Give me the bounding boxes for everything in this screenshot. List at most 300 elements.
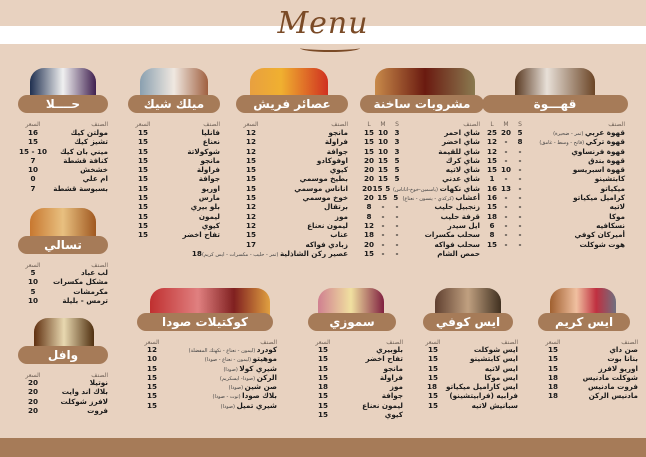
price-l: 15	[363, 146, 374, 156]
item-note: (ليمون - نعناع - نكهتك المفضلة)	[188, 348, 257, 354]
juice-photo	[250, 68, 328, 96]
menu-item	[18, 184, 108, 193]
footer-band	[0, 438, 646, 457]
item-name: شيري كولا (صودا)	[223, 363, 277, 373]
price-l: 20	[363, 165, 374, 175]
price-m: -	[504, 230, 508, 240]
juice-column-header	[236, 121, 348, 128]
price-l: 15	[486, 165, 497, 175]
menu-item	[418, 391, 518, 400]
item-name: عناب	[330, 230, 348, 240]
coffee-items	[485, 128, 625, 249]
item-price: 20	[27, 387, 38, 397]
item-name: موهيتو (ليمون - نعناع - صودا)	[204, 354, 277, 364]
menu-item	[236, 184, 348, 193]
item-name: سحلب فواكه	[434, 239, 480, 249]
item-name: اوفوكادو	[316, 155, 348, 165]
snacks-photo	[30, 208, 96, 236]
item-name: ايل سيدر	[447, 220, 480, 230]
item-name: موكا	[609, 211, 625, 221]
waffle-banner: وافل	[18, 346, 108, 364]
price-m: -	[381, 202, 385, 212]
item-name: ليمون نعناع	[307, 220, 348, 230]
price-l: 20	[363, 155, 374, 165]
item-price: 7	[30, 183, 36, 193]
menu-item	[485, 212, 625, 221]
price-s: 3	[394, 128, 400, 137]
item-note: (ياسمين-خوخ-اناناس)	[392, 186, 440, 193]
item-price: 5	[30, 268, 36, 277]
item-name: فراولة	[324, 137, 348, 147]
menu-item	[18, 137, 108, 146]
menu-item	[418, 345, 518, 354]
menu-item	[485, 193, 625, 202]
header-item: الصنف	[386, 339, 403, 346]
item-name: بلاك اند وايت	[61, 387, 108, 397]
menu-item	[236, 147, 348, 156]
menu-item	[538, 354, 638, 363]
item-price: 15	[137, 165, 148, 175]
price-s: 5	[394, 155, 400, 165]
item-price: 15	[245, 174, 256, 184]
price-m: -	[381, 230, 385, 240]
item-price: 15	[245, 183, 256, 193]
item-price: 20	[27, 396, 38, 406]
header-price: السعر	[315, 339, 331, 346]
item-name: كيوي	[384, 410, 403, 420]
item-name: مشكل مكسرات	[53, 277, 108, 287]
item-name: خوخ موسمي	[302, 193, 348, 203]
menu-item	[236, 202, 348, 211]
price-s: -	[518, 183, 522, 193]
item-name: خشخش	[80, 165, 108, 175]
menu-item	[538, 373, 638, 382]
item-price: 12	[245, 211, 256, 221]
item-name: اوريو لافرز	[598, 363, 638, 373]
menu-item	[485, 147, 625, 156]
menu-item	[236, 193, 348, 202]
price-s: -	[395, 248, 399, 258]
item-name: ايس شوكلت	[473, 345, 518, 354]
item-name: كيوي	[329, 165, 348, 175]
coffee-column-header	[485, 121, 625, 128]
menu-item	[362, 147, 480, 156]
price-m: -	[381, 220, 385, 230]
hot-items	[362, 128, 480, 258]
item-price: 20	[27, 378, 38, 387]
header-price: السعر	[545, 339, 561, 346]
item-price: 18	[191, 248, 202, 258]
menu-item	[128, 156, 220, 165]
price-l: 15	[363, 137, 374, 147]
menu-item	[308, 373, 403, 382]
item-name: جوافة	[326, 146, 348, 156]
menu-item	[538, 382, 638, 391]
milkshake-column-header	[128, 121, 220, 128]
price-m: -	[504, 174, 508, 184]
menu-item	[485, 128, 625, 137]
price-s: -	[518, 165, 522, 175]
item-name: أعشاب (كركدي - ينسون - نعناع)	[402, 193, 480, 203]
price-s: -	[518, 193, 522, 203]
item-name: سحلب مكسرات	[424, 230, 480, 240]
price-l: 1	[489, 174, 495, 184]
price-l: 20	[362, 183, 373, 193]
item-price: 15	[137, 146, 148, 156]
menu-item	[485, 156, 625, 165]
snacks-banner: تسالي	[18, 236, 108, 254]
price-l: 6	[489, 220, 495, 230]
item-price: 15	[137, 193, 148, 203]
item-price: 15	[427, 354, 438, 364]
menu-item	[236, 221, 348, 230]
price-m: 15	[377, 174, 388, 184]
price-l: 12	[486, 137, 497, 147]
item-name: قهوة بندق	[588, 155, 625, 165]
menu-item	[128, 193, 220, 202]
menu-item	[485, 184, 625, 193]
item-name: قهوة فرنساوي	[571, 146, 625, 156]
menu-item	[18, 296, 108, 305]
price-s: -	[395, 230, 399, 240]
price-m: 13	[500, 183, 511, 193]
item-name: فرابيه (فرابيتشينو)	[449, 391, 518, 401]
item-name: مانجو	[328, 128, 348, 137]
price-m: 15	[377, 193, 388, 203]
price-s: -	[518, 174, 522, 184]
waffle-items	[18, 378, 108, 415]
price-l: 15	[486, 239, 497, 249]
item-price: 15	[547, 354, 558, 364]
icecream-items	[538, 345, 638, 401]
soda-photo	[150, 288, 270, 316]
menu-item	[418, 401, 518, 410]
item-price: 16	[27, 128, 38, 137]
item-price: 10	[27, 277, 38, 287]
menu-item	[128, 184, 220, 193]
menu-item	[362, 174, 480, 183]
price-s: -	[518, 211, 522, 221]
soda-banner: كوكتيلات صودا	[137, 313, 273, 331]
item-price: 15	[547, 363, 558, 373]
item-price: 15	[317, 372, 328, 382]
item-price: 18	[317, 382, 328, 392]
price-s: -	[518, 239, 522, 249]
price-s: -	[518, 202, 522, 212]
price-m: 15	[377, 165, 388, 175]
menu-item	[538, 391, 638, 400]
item-price: 15	[245, 165, 256, 175]
sweets-items	[18, 128, 108, 193]
header-item: الصنف	[463, 121, 480, 128]
price-m: -	[504, 155, 508, 165]
header-item: الصنف	[501, 339, 518, 346]
item-name: زبادي فواكه	[305, 239, 348, 249]
hot-photo	[375, 68, 475, 96]
item-price: 0	[30, 174, 36, 184]
item-name: شاي احمر	[444, 128, 480, 137]
item-price: 12	[245, 220, 256, 230]
price-s: -	[518, 155, 522, 165]
item-price: 12	[245, 202, 256, 212]
menu-item	[236, 240, 348, 249]
item-price: 15	[146, 391, 157, 401]
item-name: موز	[389, 382, 403, 392]
price-m: 15	[377, 155, 388, 165]
price-m: 20	[500, 128, 511, 137]
item-name: مكرمشات	[73, 286, 108, 296]
header-item: الصنف	[331, 121, 348, 128]
price-l: 15	[363, 248, 374, 258]
item-name: شاي كرك	[445, 155, 480, 165]
item-name: كيوي	[201, 220, 220, 230]
menu-item	[18, 397, 108, 406]
item-name: ترمس - بليلة	[62, 295, 108, 305]
item-price: 15	[245, 230, 256, 240]
item-price: 15	[146, 382, 157, 392]
price-s: 5	[394, 174, 400, 184]
item-name: نوتيلا	[89, 378, 108, 387]
price-s: -	[395, 239, 399, 249]
price-s: -	[518, 230, 522, 240]
smoothie-photo	[318, 288, 384, 316]
menu-item	[308, 401, 403, 410]
menu-item	[538, 345, 638, 354]
price-s: 3	[394, 146, 400, 156]
juice-banner: عصائر فريش	[236, 95, 348, 113]
menu-item	[362, 128, 480, 137]
menu-item	[485, 240, 625, 249]
price-m: -	[381, 239, 385, 249]
item-note: (صودا)	[220, 403, 237, 410]
item-price: 15	[317, 391, 328, 401]
item-name: شاي للقيمة	[438, 146, 480, 156]
soda-items	[137, 345, 277, 410]
item-name: فروت	[87, 405, 108, 415]
header-price: السعر	[144, 339, 160, 346]
menu-item	[362, 156, 480, 165]
item-name: قهوة اسبريسو	[572, 165, 625, 175]
header-l: L	[367, 121, 371, 128]
item-name: شوكولاتة	[187, 146, 220, 156]
item-note: (تمر - حليب - مكسرات - ايس كريم)	[201, 251, 280, 258]
item-price: 15	[137, 137, 148, 147]
item-name: جوافة	[198, 174, 220, 184]
header-price: السعر	[425, 339, 441, 346]
menu-item	[137, 391, 277, 400]
item-name: عصير ركن الشاذلية (تمر - حليب - مكسرات - ايس كريم)	[201, 248, 348, 258]
header-s: S	[518, 121, 522, 128]
item-name: حمص الشام	[437, 248, 480, 258]
item-name: كنافة قشطة	[63, 155, 108, 165]
menu-item	[308, 345, 403, 354]
price-s: 8	[517, 137, 523, 147]
coffee-photo	[515, 68, 595, 96]
item-price: 10	[27, 295, 38, 305]
item-name: موز	[334, 211, 348, 221]
item-name: تفاح اخضر	[365, 354, 403, 364]
item-price: 15	[137, 128, 148, 137]
menu-item	[128, 147, 220, 156]
item-price: 10 - 15	[18, 146, 48, 156]
price-l: 12	[363, 220, 374, 230]
item-price: 15	[137, 202, 148, 212]
hot-banner: مشروبات ساخنة	[360, 95, 484, 113]
price-m: -	[504, 239, 508, 249]
menu-item	[137, 354, 277, 363]
menu-item	[308, 354, 403, 363]
price-l: 18	[486, 211, 497, 221]
price-s: 3	[394, 137, 400, 147]
item-price: 15	[27, 137, 38, 147]
item-name: زنجبيل حليب	[434, 202, 480, 212]
menu-item	[18, 156, 108, 165]
price-s: 5	[517, 128, 523, 137]
price-m: -	[504, 193, 508, 203]
menu-item	[18, 165, 108, 174]
item-name: سبانيش لاتيه	[471, 400, 518, 410]
item-price: 12	[245, 128, 256, 137]
item-name: كابتشينو	[594, 174, 625, 184]
menu-item	[362, 184, 480, 193]
title-flourish	[300, 44, 360, 52]
price-m: -	[504, 202, 508, 212]
menu-item	[236, 156, 348, 165]
price-m: 15	[372, 183, 383, 193]
menu-item	[191, 248, 348, 258]
menu-item	[418, 354, 518, 363]
item-price: 15	[137, 174, 148, 184]
menu-item	[236, 230, 348, 239]
menu-item	[128, 165, 220, 174]
item-name: شوكلت مادنيس	[582, 372, 638, 382]
menu-item	[485, 137, 625, 146]
header-s: S	[395, 121, 399, 128]
item-name: بطيخ موسمي	[299, 174, 348, 184]
item-price: 12	[245, 137, 256, 147]
item-name: تفاح اخضر	[182, 230, 220, 240]
menu-item	[485, 202, 625, 211]
menu-item	[485, 174, 625, 183]
milkshake-items	[128, 128, 220, 240]
price-m: 10	[377, 146, 388, 156]
item-note: (كركدي - ينسون - نعناع)	[402, 196, 456, 203]
item-name: كودرد (ليمون - نعناع - نكهتك المفضلة)	[188, 345, 277, 354]
item-name: ام علي	[82, 174, 108, 184]
item-price: 5	[30, 286, 36, 296]
menu-item	[538, 364, 638, 373]
menu-item	[362, 230, 480, 239]
item-price: 15	[146, 400, 157, 410]
item-name: جوافة	[381, 391, 403, 401]
item-name: شيري تميل (صودا)	[220, 400, 277, 410]
price-l: 15	[486, 155, 497, 165]
menu-item	[128, 230, 220, 239]
item-price: 18	[547, 391, 558, 401]
item-name: بسبوسة قشطة	[53, 183, 108, 193]
item-note: (صودا- ايسكريم)	[219, 375, 257, 382]
price-m: -	[381, 211, 385, 221]
price-l: 20	[363, 193, 374, 203]
menu-item	[18, 174, 108, 183]
menu-item	[128, 212, 220, 221]
snacks-items	[18, 268, 108, 305]
item-price: 15	[427, 345, 438, 354]
item-price: 17	[245, 239, 256, 249]
price-l: 20	[363, 239, 374, 249]
price-l: 8	[366, 211, 372, 221]
header-item: الصنف	[608, 121, 625, 128]
menu-item	[128, 202, 220, 211]
item-note: (توت - صودا)	[212, 394, 243, 401]
menu-item	[128, 174, 220, 183]
menu-item	[236, 165, 348, 174]
icecream-banner: ايس كريم	[538, 313, 630, 331]
item-price: 15	[137, 211, 148, 221]
item-name: الركن (صودا- ايسكريم)	[219, 372, 277, 382]
item-price: 15	[427, 391, 438, 401]
item-name: شاي نكهات (ياسمين-خوخ-اناناس)	[392, 183, 480, 193]
item-name: بلوبيري	[376, 345, 403, 354]
price-l: 12	[486, 146, 497, 156]
menu-item	[362, 249, 480, 258]
menu-item	[418, 382, 518, 391]
price-m: 10	[500, 165, 511, 175]
header-m: M	[503, 121, 509, 128]
menu-item	[128, 137, 220, 146]
menu-item	[18, 287, 108, 296]
item-name: ايس كاراميل ميكياتو	[445, 382, 518, 392]
item-name: نعناع	[202, 137, 220, 147]
item-price: 15	[427, 400, 438, 410]
item-price: 15	[137, 183, 148, 193]
item-price: 7	[30, 155, 36, 165]
menu-item	[18, 378, 108, 387]
header-l: L	[490, 121, 494, 128]
price-l: 8	[489, 230, 495, 240]
sweets-photo	[30, 68, 96, 96]
item-name: مولتن كيك	[70, 128, 108, 137]
item-price: 15	[317, 345, 328, 354]
item-name: صن شين (صودا)	[228, 382, 277, 392]
header-item: الصنف	[260, 339, 277, 346]
item-name: ايس كابتشينو	[469, 354, 518, 364]
menu-item	[128, 221, 220, 230]
price-s: 5	[385, 183, 391, 193]
item-name: بنانا بوت	[607, 354, 638, 364]
header-price: السعر	[25, 372, 41, 379]
price-s: -	[395, 202, 399, 212]
item-name: فراولة	[196, 165, 220, 175]
menu-item	[18, 406, 108, 415]
milkshake-banner: ميلك شيك	[128, 95, 220, 113]
item-name: شاي لاتيه	[445, 165, 480, 175]
header-m: M	[380, 121, 386, 128]
item-name: اناناس موسمي	[294, 183, 348, 193]
menu-item	[18, 147, 108, 156]
item-name: أميركان كوفي	[574, 230, 625, 240]
milkshake-photo	[140, 68, 208, 96]
item-note: (ليمون - نعناع - صودا)	[204, 357, 253, 364]
item-name: ليمون	[198, 211, 220, 221]
menu-item	[362, 165, 480, 174]
menu-item	[362, 212, 480, 221]
item-price: 10	[27, 165, 38, 175]
sweets-banner: حــــلا	[18, 95, 108, 113]
icecoffee-items	[418, 345, 518, 410]
menu-item	[128, 128, 220, 137]
item-price: 15	[146, 363, 157, 373]
